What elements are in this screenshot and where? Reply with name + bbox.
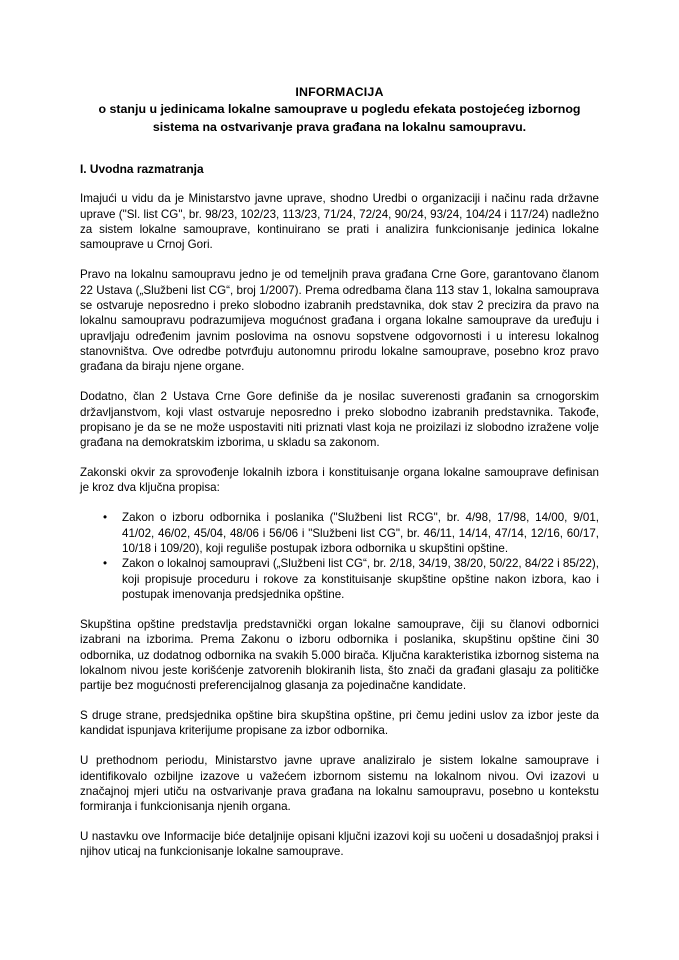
paragraph-pravo-na-lokalnu-samoupravu: Pravo na lokalnu samoupravu jedno je od temeljnih prava građana Crne Gore, garantovano članom 22 Ustava („Službeni list CG“, broj 1/2007). Prema odredbama člana 113 stav 1, lokalna samouprava se ostvaruje neposredno i preko slobodno izabranih predstavnika, dok stav 2 precizira da pravo na lokalnu samoupravu podrazumijeva mogućnost građana i organa lokalne samouprave da uređuju i upravljaju određenim javnim poslovima na osnovu sopstvene odgovornosti i u interesu lokalnog stanovništva. Ove odredbe potvrđuju autonomnu prirodu lokalne samouprave, posebno kroz pravo građana da biraju njene organe. — [80, 268, 599, 374]
list-item-text: Zakon o izboru odbornika i poslanika ("Službeni list RCG", br. 4/98, 17/98, 14/00, 9/01, 41/02, 46/02, 45/04, 48/06 i 56/06 i "Službeni list CG", br. 46/11, 14/14, 47/14, 12/16, 60/17, 10/18 i 109/20), koji reguliše postupak izbora odbornika u skupštini opštine. — [122, 511, 599, 555]
document-title: INFORMACIJA — [295, 85, 384, 99]
bullet-marker-icon: • — [103, 557, 108, 571]
section-heading-uvodna-razmatranja: I. Uvodna razmatranja — [80, 162, 204, 176]
paragraph-nastavak-informacije: U nastavku ove Informacije biće detaljnije opisani ključni izazovi koji su uočeni u dosadašnjoj praksi i njihov uticaj na funkcionisanje lokalne samouprave. — [80, 830, 599, 859]
paragraph-clan-2-ustava: Dodatno, član 2 Ustava Crne Gore definiše da je nosilac suverenosti građanin sa crnogorskim državljanstvom, koji vlast ostvaruje neposredno i preko slobodno izabranih predstavnika. Takođe, propisano je da se ne može uspostaviti niti priznati vlast koja ne proizilazi iz slobodno izražene volje građana na demokratskim izborima, u skladu sa zakonom. — [80, 390, 599, 450]
list-item — [80, 510, 599, 556]
paragraph-ministarstvo-nadleznost: Imajući u vidu da je Ministarstvo javne uprave, shodno Uredbi o organizaciji i načinu rada državne uprave ("Sl. list CG", br. 98/23, 102/23, 113/23, 71/24, 72/24, 90/24, 93/24, 104/24 i 117/24) nadležno za sistem lokalne samouprave, kontinuirano se prati i analizira funkcionisanje jedinica lokalne samouprave u Crnoj Gori. — [80, 192, 599, 252]
paragraph-zakonski-okvir: Zakonski okvir za sprovođenje lokalnih izbora i konstituisanje organa lokalne samouprave definisan je kroz dva ključna propisa: — [80, 466, 599, 495]
document-body — [80, 84, 599, 860]
paragraph-skupstina-opstine: Skupština opštine predstavlja predstavnički organ lokalne samouprave, čiji su članovi odbornici izabrani na izborima. Prema Zakonu o izboru odbornika i poslanika, skupštinu opštine čini 30 odbornika, uz dodatnog odbornika na svakih 5.000 birača. Ključna karakteristika izbornog sistema na lokalnom nivou jeste korišćenje zatvorenih blokiranih lista, što znači da građani glasaju za političke partije bez mogućnosti preferencijalnog glasanja za pojedinačne kandidate. — [80, 617, 599, 693]
title-block — [80, 84, 599, 136]
bullet-marker-icon: • — [103, 511, 108, 525]
document-subtitle: o stanju u jedinicama lokalne samouprave u pogledu efekata postojećeg izbornog sistema na ostvarivanje prava građana na lokalnu samoupravu. — [98, 102, 581, 134]
paragraph-predsjednik-opstine: S druge strane, predsjednika opštine bira skupština opštine, pri čemu jedini uslov za izbor jeste da kandidat ispunjava kriterijume propisane za izbor odbornika. — [80, 709, 599, 738]
paragraph-analiza-izazova: U prethodnom periodu, Ministarstvo javne uprave analiziralo je sistem lokalne samouprave i identifikovalo ozbiljne izazove u važećem izbornom sistemu na lokalnom nivou. Ovi izazovi u značajnoj mjeri utiču na ostvarivanje prava građana na lokalnu samoupravu, posebno u kontekstu formiranja i funkcionisanja njenih organa. — [80, 754, 599, 814]
list-item — [80, 556, 599, 602]
legal-acts-list — [80, 510, 599, 602]
list-item-text: Zakon o lokalnoj samoupravi („Službeni list CG“, br. 2/18, 34/19, 38/20, 50/22, 84/22 i 85/22), koji propisuje proceduru i rokove za konstituisanje skupštine opštine nakon izbora, kao i postupak imenovanja predsjednika opštine. — [122, 557, 599, 601]
